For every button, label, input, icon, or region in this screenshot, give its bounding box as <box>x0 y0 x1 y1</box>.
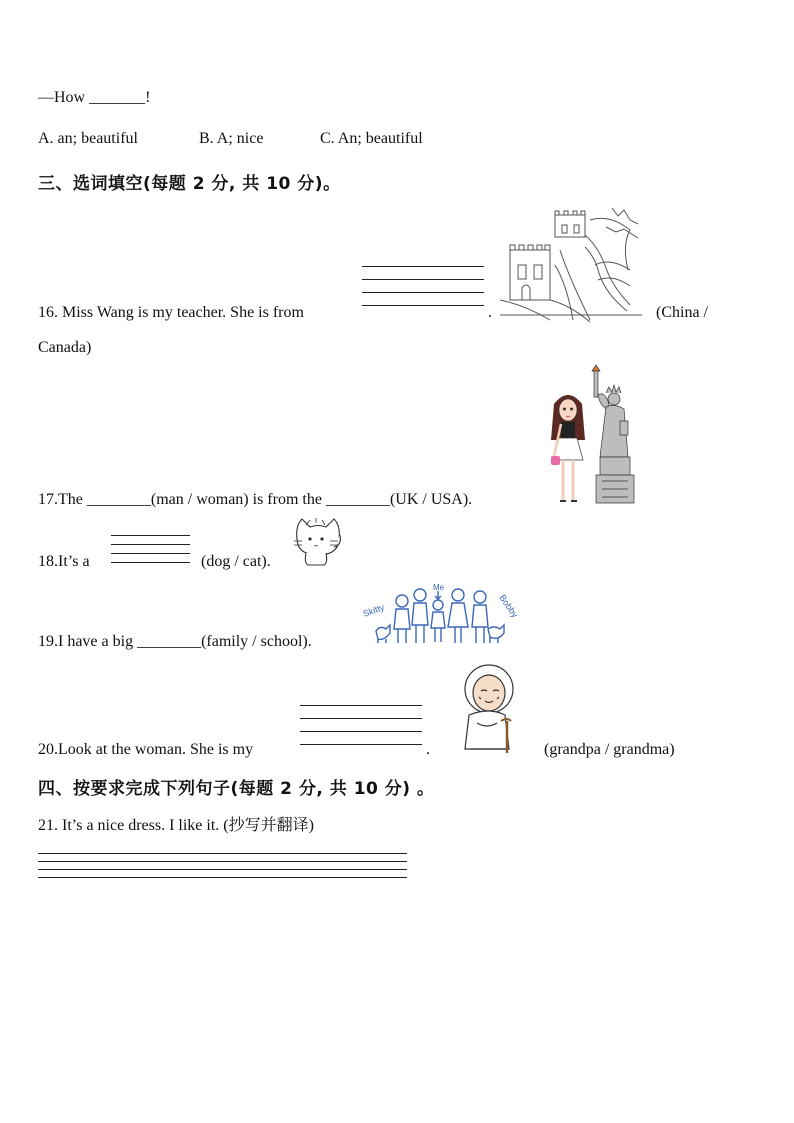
section3-title: 三、选词填空(每题 2 分, 共 10 分)。 <box>38 174 341 194</box>
q20-text: 20.Look at the woman. She is my <box>38 741 254 758</box>
q15-option-a[interactable]: A. an; beautiful <box>38 130 138 147</box>
q17-text: 17.The ________(man / woman) is from the ________(UK / USA). <box>38 491 473 508</box>
family-label-skitty: Skitty <box>361 602 386 619</box>
q18-choices: (dog / cat). <box>201 553 271 570</box>
q15-line: —How _______! <box>38 89 151 106</box>
q15-option-c[interactable]: C. An; beautiful <box>320 130 423 147</box>
q18-text: 18.It’s a <box>38 553 90 570</box>
section4-title: 四、按要求完成下列句子(每题 2 分, 共 10 分) 。 <box>38 779 435 799</box>
q16-text: 16. Miss Wang is my teacher. She is from <box>38 304 304 321</box>
q18-answer-lines[interactable] <box>111 535 190 565</box>
q21-text: 21. It’s a nice dress. I like it. (抄写并翻译) <box>38 817 314 834</box>
woman-image <box>546 390 590 508</box>
grandma-image <box>455 663 525 755</box>
family-image <box>360 585 520 647</box>
great-wall-image <box>500 205 642 323</box>
q20-answer-lines[interactable] <box>300 705 422 747</box>
q20-choices: (grandpa / grandma) <box>544 741 675 758</box>
q21-answer-lines[interactable] <box>38 853 407 879</box>
q16-answer-lines[interactable] <box>362 266 484 308</box>
q16-period: . <box>488 304 492 321</box>
q15-option-b[interactable]: B. A; nice <box>199 130 264 147</box>
q20-period: . <box>426 741 430 758</box>
statue-of-liberty-image <box>590 365 638 507</box>
cat-image <box>290 515 342 567</box>
family-label-me: Me <box>433 583 445 592</box>
family-label-bobby: Bobby <box>497 592 521 620</box>
q16-choices-1: (China / <box>656 304 708 321</box>
q19-text: 19.I have a big ________(family / school). <box>38 633 312 650</box>
q16-choices-2: Canada) <box>38 339 92 356</box>
